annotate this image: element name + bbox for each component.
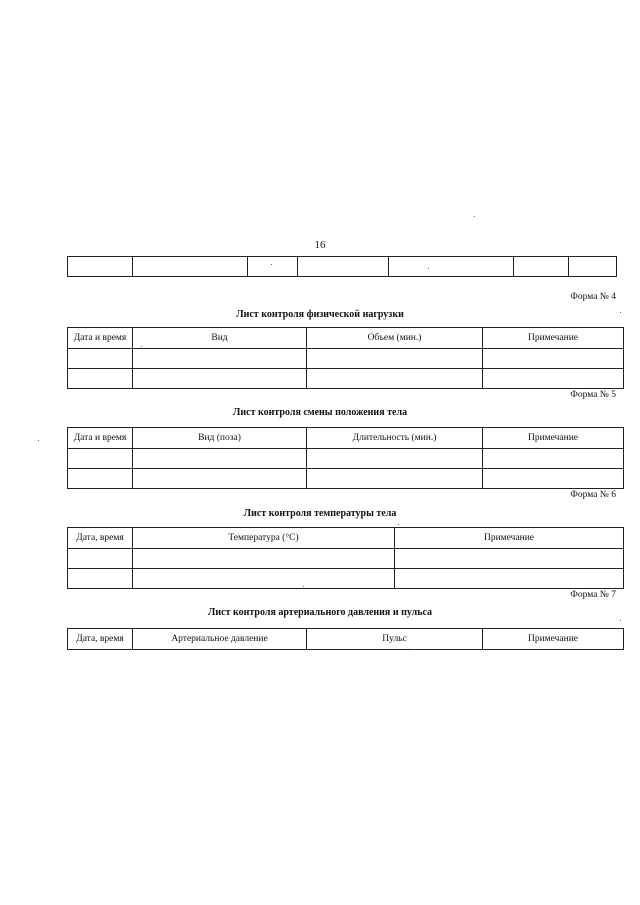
table-cell	[307, 349, 483, 369]
form7-table	[67, 628, 624, 650]
table-cell	[133, 569, 395, 589]
header-cell: Длительность (мин.)	[307, 428, 483, 449]
continuation-table	[67, 256, 617, 277]
table-cell	[395, 569, 624, 589]
form5-title: Лист контроля смены положения тела	[232, 407, 408, 418]
table-header-row	[68, 528, 624, 549]
header-cell: Дата и время	[68, 328, 133, 349]
table-cell	[133, 349, 307, 369]
table-cell	[307, 449, 483, 469]
table-cell	[483, 349, 624, 369]
header-cell: Дата, время	[68, 629, 133, 650]
header-cell: Дата и время	[68, 428, 133, 449]
form6-table	[67, 527, 624, 589]
scan-speck	[271, 264, 272, 265]
form7-title: Лист контроля артериального давления и пульса	[207, 607, 433, 618]
header-cell: Вид	[133, 328, 307, 349]
header-cell: Вид (поза)	[133, 428, 307, 449]
table-cell	[483, 369, 624, 389]
table-cell	[569, 257, 617, 277]
form6-title: Лист контроля температуры тела	[243, 508, 397, 519]
table-cell	[68, 569, 133, 589]
header-cell: Дата, время	[68, 528, 133, 549]
scan-speck	[414, 649, 415, 650]
header-cell: Примечание	[483, 328, 624, 349]
table-row	[68, 549, 624, 569]
page-number: 16	[314, 239, 326, 251]
form4-title: Лист контроля физической нагрузки	[236, 309, 404, 320]
table-cell	[68, 257, 133, 277]
table-cell	[483, 469, 624, 489]
form6-label: Форма № 6	[570, 490, 616, 500]
table-cell	[68, 469, 133, 489]
scan-speck	[38, 440, 39, 441]
header-cell: Примечание	[395, 528, 624, 549]
table-cell	[307, 469, 483, 489]
table-header-row	[68, 428, 624, 449]
table-cell	[298, 257, 389, 277]
table-cell	[68, 449, 133, 469]
table-cell	[483, 449, 624, 469]
table-cell	[133, 369, 307, 389]
table-row	[68, 569, 624, 589]
table-header-row	[68, 328, 624, 349]
table-cell	[307, 369, 483, 389]
table-cell	[514, 257, 569, 277]
header-cell: Температура (°C)	[133, 528, 395, 549]
scan-speck	[303, 586, 304, 587]
table-row	[68, 257, 617, 277]
table-cell	[133, 469, 307, 489]
table-cell	[133, 449, 307, 469]
table-cell	[68, 369, 133, 389]
scan-speck	[474, 216, 475, 217]
form4-table	[67, 327, 624, 389]
table-cell	[248, 257, 298, 277]
table-cell	[133, 257, 248, 277]
scan-speck	[620, 620, 621, 621]
table-cell	[133, 549, 395, 569]
form7-label: Форма № 7	[570, 590, 616, 600]
scan-speck	[141, 346, 142, 347]
form5-label: Форма № 5	[570, 390, 616, 400]
table-row	[68, 469, 624, 489]
header-cell: Артериальное давление	[133, 629, 307, 650]
table-cell	[389, 257, 514, 277]
header-cell: Пульс	[307, 629, 483, 650]
header-cell: Примечание	[483, 428, 624, 449]
table-row	[68, 369, 624, 389]
table-cell	[68, 349, 133, 369]
header-cell: Объем (мин.)	[307, 328, 483, 349]
scan-speck	[398, 524, 399, 525]
form4-label: Форма № 4	[570, 292, 616, 302]
table-cell	[68, 549, 133, 569]
scan-speck	[428, 268, 429, 269]
form5-table	[67, 427, 624, 489]
table-cell	[395, 549, 624, 569]
scan-speck	[620, 312, 621, 313]
header-cell: Примечание	[483, 629, 624, 650]
table-row	[68, 449, 624, 469]
table-header-row	[68, 629, 624, 650]
table-row	[68, 349, 624, 369]
